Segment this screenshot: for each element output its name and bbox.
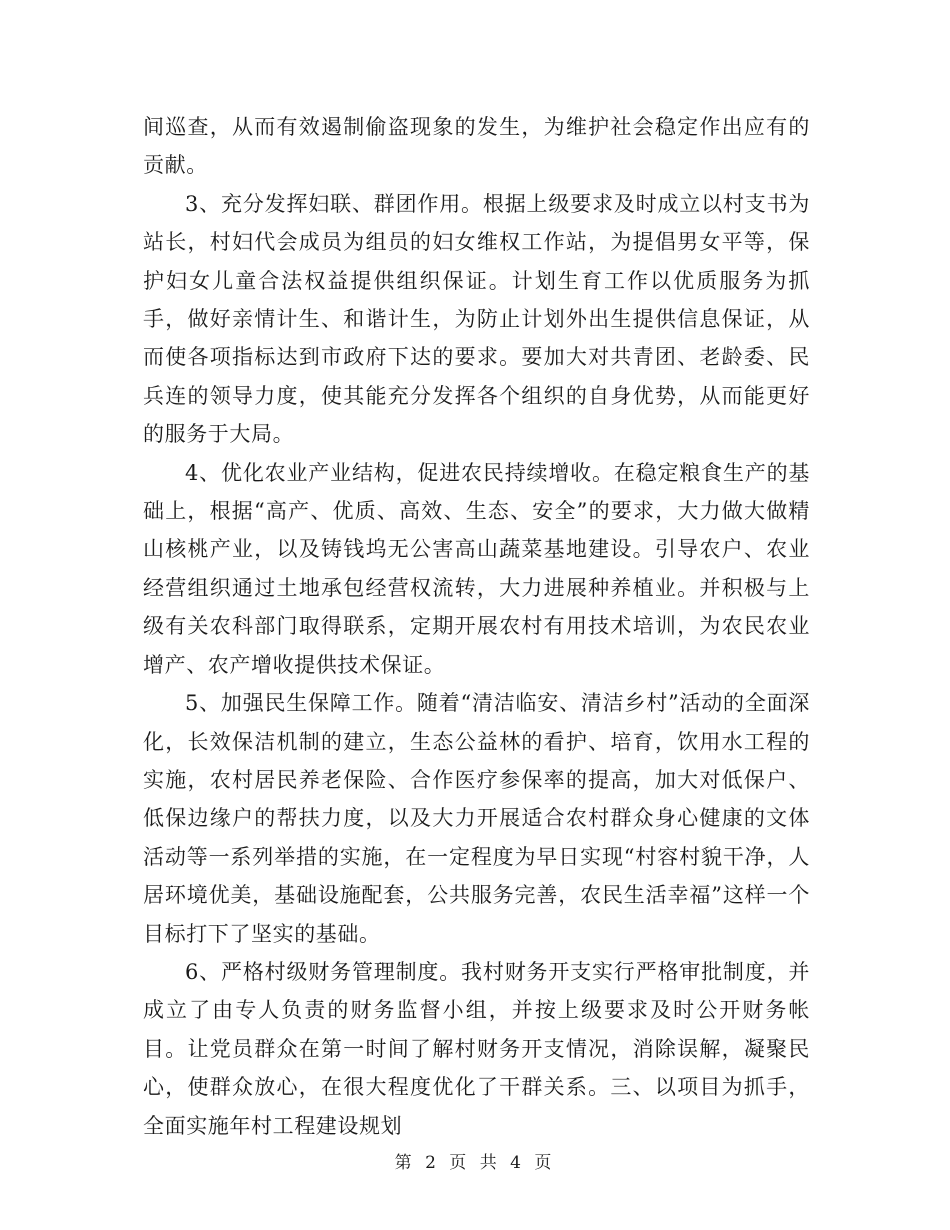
- paragraph-item-4: 4、优化农业产业结构，促进农民持续增收。在稳定粮食生产的基础上，根据“高产、优质、高效、生态、安全”的要求，大力做大做精山核桃产业，以及铸钱坞无公害高山蔬菜基地建设。引导农户、农业经营组织通过土地承包经营权流转，大力进展种养植业。并积极与上级有关农科部门取得联系，定期开展农村有用技术培训，为农民农业增产、农产增收提供技术保证。: [143, 460, 810, 677]
- paragraph-item-6: 6、严格村级财务管理制度。我村财务开支实行严格审批制度，并成立了由专人负责的财务监督小组，并按上级要求及时公开财务帐目。让党员群众在第一时间了解村财务开支情况，消除误解，凝聚民心，使群众放心，在很大程度优化了干群关系。三、以项目为抓手，全面实施年村工程建设规划: [143, 959, 810, 1138]
- page-number-footer: 第 2 页 共 4 页: [394, 1153, 556, 1173]
- document-body: [143, 108, 810, 1145]
- paragraph-continuation: 间巡查，从而有效遏制偷盗现象的发生，为维护社会稳定作出应有的贡献。: [143, 115, 810, 178]
- paragraph-item-3: 3、充分发挥妇联、群团作用。根据上级要求及时成立以村支书为站长，村妇代会成员为组员的妇女维权工作站，为提倡男女平等，保护妇女儿童合法权益提供组织保证。计划生育工作以优质服务为抓手，做好亲情计生、和谐计生，为防止计划外出生提供信息保证，从而使各项指标达到市政府下达的要求。要加大对共青团、老龄委、民兵连的领导力度，使其能充分发挥各个组织的自身优势，从而能更好的服务于大局。: [143, 191, 810, 447]
- paragraph-item-5: 5、加强民生保障工作。随着“清洁临安、清洁乡村”活动的全面深化，长效保洁机制的建立，生态公益林的看护、培育，饮用水工程的实施，农村居民养老保险、合作医疗参保率的提高，加大对低保户、低保边缘户的帮扶力度，以及大力开展适合农村群众身心健康的文体活动等一系列举措的实施，在一定程度为早日实现“村容村貌干净，人居环境优美，基础设施配套，公共服务完善，农民生活幸福”这样一个目标打下了坚实的基础。: [143, 691, 810, 946]
